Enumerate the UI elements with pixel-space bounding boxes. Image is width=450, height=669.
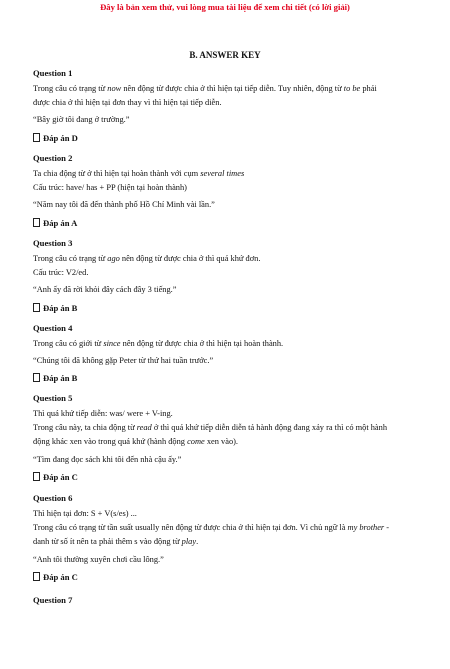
explanation-line — [33, 421, 418, 435]
question-block — [33, 236, 418, 315]
explanation-line — [33, 252, 418, 266]
question-label: Question 1 — [33, 68, 73, 78]
answer-line — [33, 131, 418, 145]
answer-text: Đáp án D — [43, 132, 78, 143]
text-segment: “Bây giờ tôi đang ở trường.” — [33, 115, 130, 125]
text-segment: nên động từ được chia ở thì hiện tại hoàn thành. — [120, 339, 284, 348]
italic-term: ago — [107, 254, 120, 263]
text-segment: . — [196, 537, 199, 547]
answer-line — [33, 371, 418, 385]
italic-term: play — [181, 537, 197, 547]
explanation-line — [33, 453, 418, 467]
explanation-line — [33, 266, 418, 280]
checkbox-glyph-icon — [33, 373, 40, 382]
explanation-line — [33, 553, 418, 567]
italic-term: several times — [200, 169, 245, 178]
explanation-line — [33, 521, 418, 535]
explanation-line — [33, 337, 418, 351]
answer-text: Đáp án B — [43, 373, 78, 384]
italic-term: since — [103, 339, 121, 348]
text-segment: được chia ở thì hiện tại đơn thay vì thì hiện tại tiếp diễn. — [33, 98, 222, 108]
question-label: Question 7 — [33, 595, 73, 605]
text-segment: “Chúng tôi đã không gặp Peter từ thứ hai tuần trước.” — [33, 356, 214, 366]
question-block — [33, 321, 418, 385]
answer-text: Đáp án B — [43, 302, 78, 313]
text-segment: “Anh tôi thường xuyên chơi cầu lông.” — [33, 554, 164, 564]
explanation-line — [33, 96, 418, 110]
explanation-line — [33, 198, 418, 212]
answer-line — [33, 570, 418, 584]
checkbox-glyph-icon — [33, 133, 40, 142]
question-block — [33, 491, 418, 584]
answer-text: Đáp án C — [43, 571, 78, 582]
text-segment: - — [384, 523, 390, 533]
explanation-line — [33, 181, 418, 195]
italic-term: come — [187, 437, 205, 447]
answer-line — [33, 301, 418, 315]
text-segment: Thì quá khứ tiếp diễn: was/ were + V-ing. — [33, 409, 173, 418]
text-segment: Thì hiện tại đơn: S + V(s/es) ... — [33, 509, 137, 518]
question-block — [33, 593, 418, 609]
question-block — [33, 391, 418, 484]
explanation-line — [33, 407, 418, 421]
question-label: Question 3 — [33, 238, 73, 248]
text-segment: nên động từ được chia ở thì hiện tại tiếp diễn. Tuy nhiên, động từ — [121, 84, 344, 93]
explanation-line — [33, 167, 418, 181]
answer-text: Đáp án A — [43, 217, 78, 228]
explanation-line — [33, 113, 418, 127]
answer-line — [33, 470, 418, 484]
text-segment: Trong câu có trạng từ tần suất usually nên động từ được chia ở thì hiện tại đơn. Vì chủ ngữ là — [33, 523, 348, 533]
checkbox-glyph-icon — [33, 218, 40, 227]
explanation-line — [33, 283, 418, 297]
text-segment: danh từ số ít nên ta phải thêm s vào động từ — [33, 537, 182, 547]
text-segment: “Năm nay tôi đã đến thành phố Hồ Chí Minh vài lần.” — [33, 200, 215, 210]
explanation-line — [33, 435, 418, 449]
text-segment: Cấu trúc: V2/ed. — [33, 268, 89, 278]
explanation-line — [33, 354, 418, 368]
italic-term: read — [136, 423, 152, 433]
explanation-line — [33, 507, 418, 521]
text-segment: động khác xen vào trong quá khứ (hành động — [33, 437, 188, 447]
question-label: Question 2 — [33, 153, 73, 163]
checkbox-glyph-icon — [33, 472, 40, 481]
text-segment: Trong câu có giới từ — [33, 339, 104, 348]
italic-term: now — [107, 84, 122, 93]
question-label: Question 4 — [33, 323, 73, 333]
text-segment: phải — [360, 84, 377, 93]
italic-term: my brother — [347, 523, 385, 533]
text-segment: “Anh ấy đã rời khỏi đây cách đây 3 tiếng.” — [33, 285, 177, 295]
text-segment: Cấu trúc: have/ has + PP (hiện tại hoàn thành) — [33, 183, 187, 193]
answer-line — [33, 216, 418, 230]
italic-term: to be — [343, 84, 361, 93]
question-block — [33, 151, 418, 230]
text-segment: “Tìm đang đọc sách khi tôi đến nhà cậu ấy.” — [33, 454, 182, 464]
text-segment: Trong câu có trạng từ — [33, 254, 108, 263]
question-label: Question 6 — [33, 493, 73, 503]
section-title: B. ANSWER KEY — [189, 50, 261, 60]
answer-text: Đáp án C — [43, 471, 78, 482]
question-block — [33, 66, 418, 145]
text-segment: Trong câu này, ta chia động từ — [33, 423, 137, 433]
checkbox-glyph-icon — [33, 303, 40, 312]
checkbox-glyph-icon — [33, 572, 40, 581]
text-segment: Ta chia động từ ở thì hiện tại hoàn thành với cụm — [33, 169, 201, 178]
text-segment: ở thì quá khứ tiếp diễn diễn tả hành động đang xảy ra thì có một hành — [151, 423, 388, 433]
explanation-line — [33, 535, 418, 549]
preview-banner: Đây là bản xem thử, vui lòng mua tài liệu để xem chi tiết (có lời giải) — [100, 2, 350, 12]
explanation-line — [33, 82, 418, 96]
text-segment: nên động từ được chia ở thì quá khứ đơn. — [119, 254, 261, 263]
text-segment: xen vào). — [204, 437, 239, 447]
text-segment: Trong câu có trạng từ — [33, 84, 108, 93]
question-label: Question 5 — [33, 393, 73, 403]
